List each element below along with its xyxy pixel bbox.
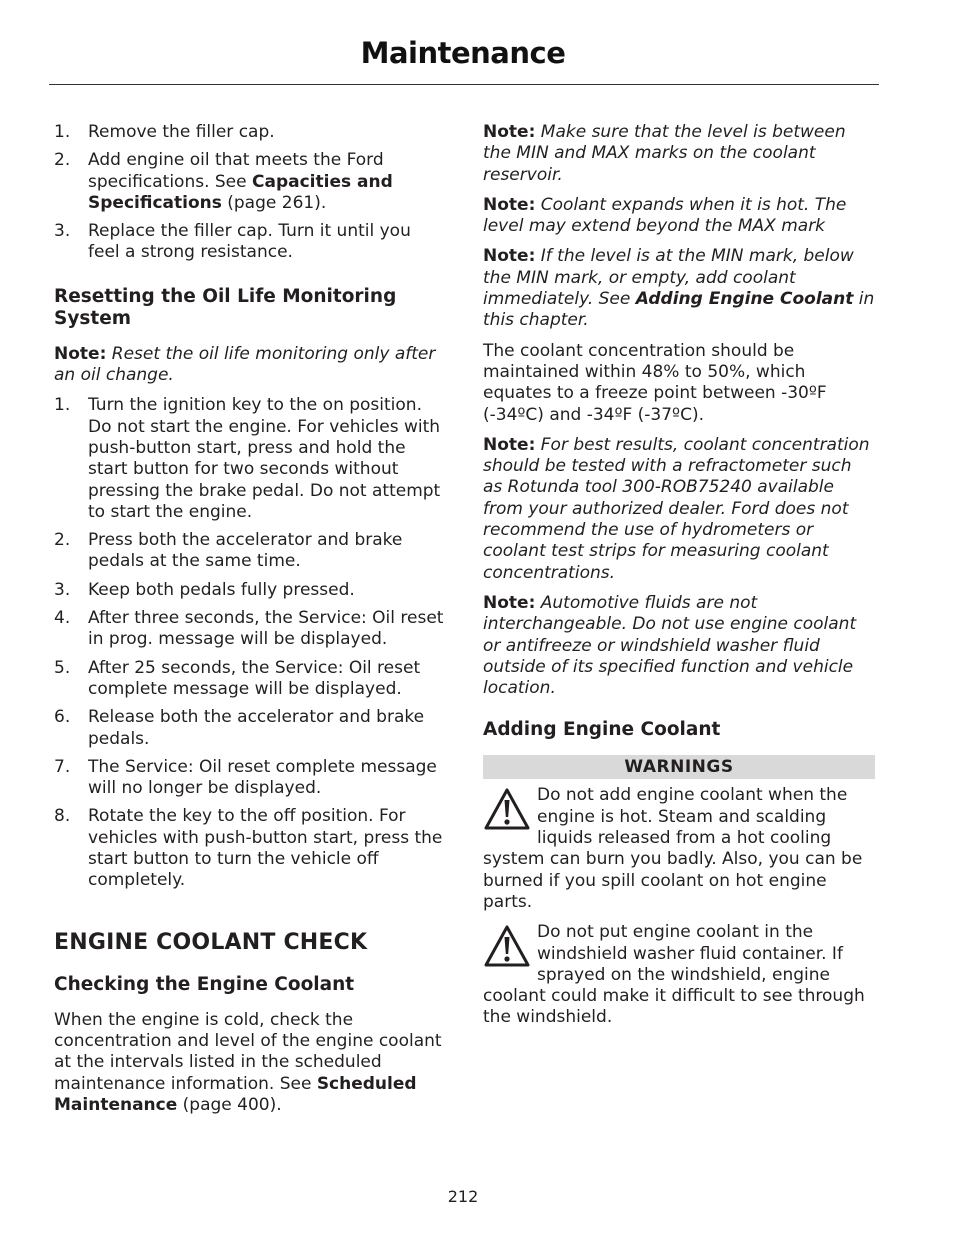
refill-steps xyxy=(54,122,444,264)
page-number: 212 xyxy=(447,1187,479,1206)
note-refractometer: Note: For best results, coolant concentration should be tested with a refractometer such as Rotunda tool 300-ROB75240 available from your authorized dealer. Ford does not recommend the use of hydrometers or coolant test strips for measuring coolant concentrations. xyxy=(483,434,870,583)
list-item: 5. After 25 seconds, the Service: Oil reset complete message will be displayed. xyxy=(54,657,421,699)
reset-heading: Resetting the Oil Life Monitoring System xyxy=(54,285,397,329)
left-column xyxy=(54,122,444,1125)
coolant-section-heading: ENGINE COOLANT CHECK xyxy=(54,929,368,955)
capacities-link[interactable]: Capacities and Specifications xyxy=(88,171,393,213)
list-item: 3. Replace the filler cap. Turn it until you feel a strong resistance. xyxy=(54,221,411,263)
list-item: 2. Press both the accelerator and brake pedals at the same time. xyxy=(54,530,403,572)
checking-heading: Checking the Engine Coolant xyxy=(54,973,355,995)
warning-item: Do not put engine coolant in the windshield washer fluid container. If sprayed on the windshield, engine coolant could make it difficult to see through the windshield. xyxy=(483,922,865,1028)
note-min-max: Note: Make sure that the level is between the MIN and MAX marks on the coolant reservoir. xyxy=(483,122,846,185)
reset-steps xyxy=(54,395,444,891)
list-item: 1. Remove the filler cap. xyxy=(54,122,275,142)
note-fluids: Note: Automotive fluids are not interchangeable. Do not use engine coolant or antifreeze or windshield washer fluid outside of its specified function and vehicle location. xyxy=(483,592,857,699)
warning-item: Do not add engine coolant when the engine is hot. Steam and scalding liquids released from a hot cooling system can burn you badly. Also, you can be burned if you spill coolant on hot engine parts. xyxy=(483,785,863,912)
warnings-bar: WARNINGS xyxy=(483,755,875,779)
list-item: 7. The Service: Oil reset complete message will no longer be displayed. xyxy=(54,756,437,799)
warning-triangle-icon xyxy=(483,787,531,831)
list-item: 4. After three seconds, the Service: Oil reset in prog. message will be displayed. xyxy=(54,608,444,650)
checking-paragraph: When the engine is cold, check the concentration and level of the engine coolant at the intervals listed in the scheduled maintenance information. See Scheduled Maintenance (page 400). xyxy=(54,1009,442,1115)
reset-note: Note: Reset the oil life monitoring only after an oil change. xyxy=(54,343,436,386)
concentration-paragraph: The coolant concentration should be maintained within 48% to 50%, which equates to a freeze point between -30ºF (-34ºC) and -34ºF (-37ºC). xyxy=(483,340,827,425)
adding-heading: Adding Engine Coolant xyxy=(483,719,721,741)
note-add-coolant: Note: If the level is at the MIN mark, below the MIN mark, or empty, add coolant immediately. See Adding Engine Coolant in this chapter. xyxy=(483,246,875,331)
list-item: 8. Rotate the key to the off position. For vehicles with push-button start, press the start button to turn the vehicle off completely. xyxy=(54,806,443,891)
warning-triangle-icon xyxy=(483,924,531,968)
scheduled-maintenance-link[interactable]: Scheduled Maintenance xyxy=(54,1073,417,1115)
list-item: 6. Release both the accelerator and brake pedals. xyxy=(54,707,425,749)
adding-coolant-link[interactable]: Adding Engine Coolant xyxy=(635,289,854,310)
list-item: 1. Turn the ignition key to the on position. Do not start the engine. For vehicles with push-button start, press and hold the start button for two seconds without pressing the brake pedal. Do not attempt to start the engine. xyxy=(54,395,441,522)
page-title: Maintenance xyxy=(360,36,566,70)
list-item: 2. Add engine oil that meets the Ford specifications. See Capacities and Specifications (page 261). xyxy=(54,150,393,213)
header-rule xyxy=(49,84,879,85)
note-expands: Note: Coolant expands when it is hot. The level may extend beyond the MAX mark xyxy=(483,194,847,237)
right-column xyxy=(483,122,875,1038)
list-item: 3. Keep both pedals fully pressed. xyxy=(54,579,355,600)
